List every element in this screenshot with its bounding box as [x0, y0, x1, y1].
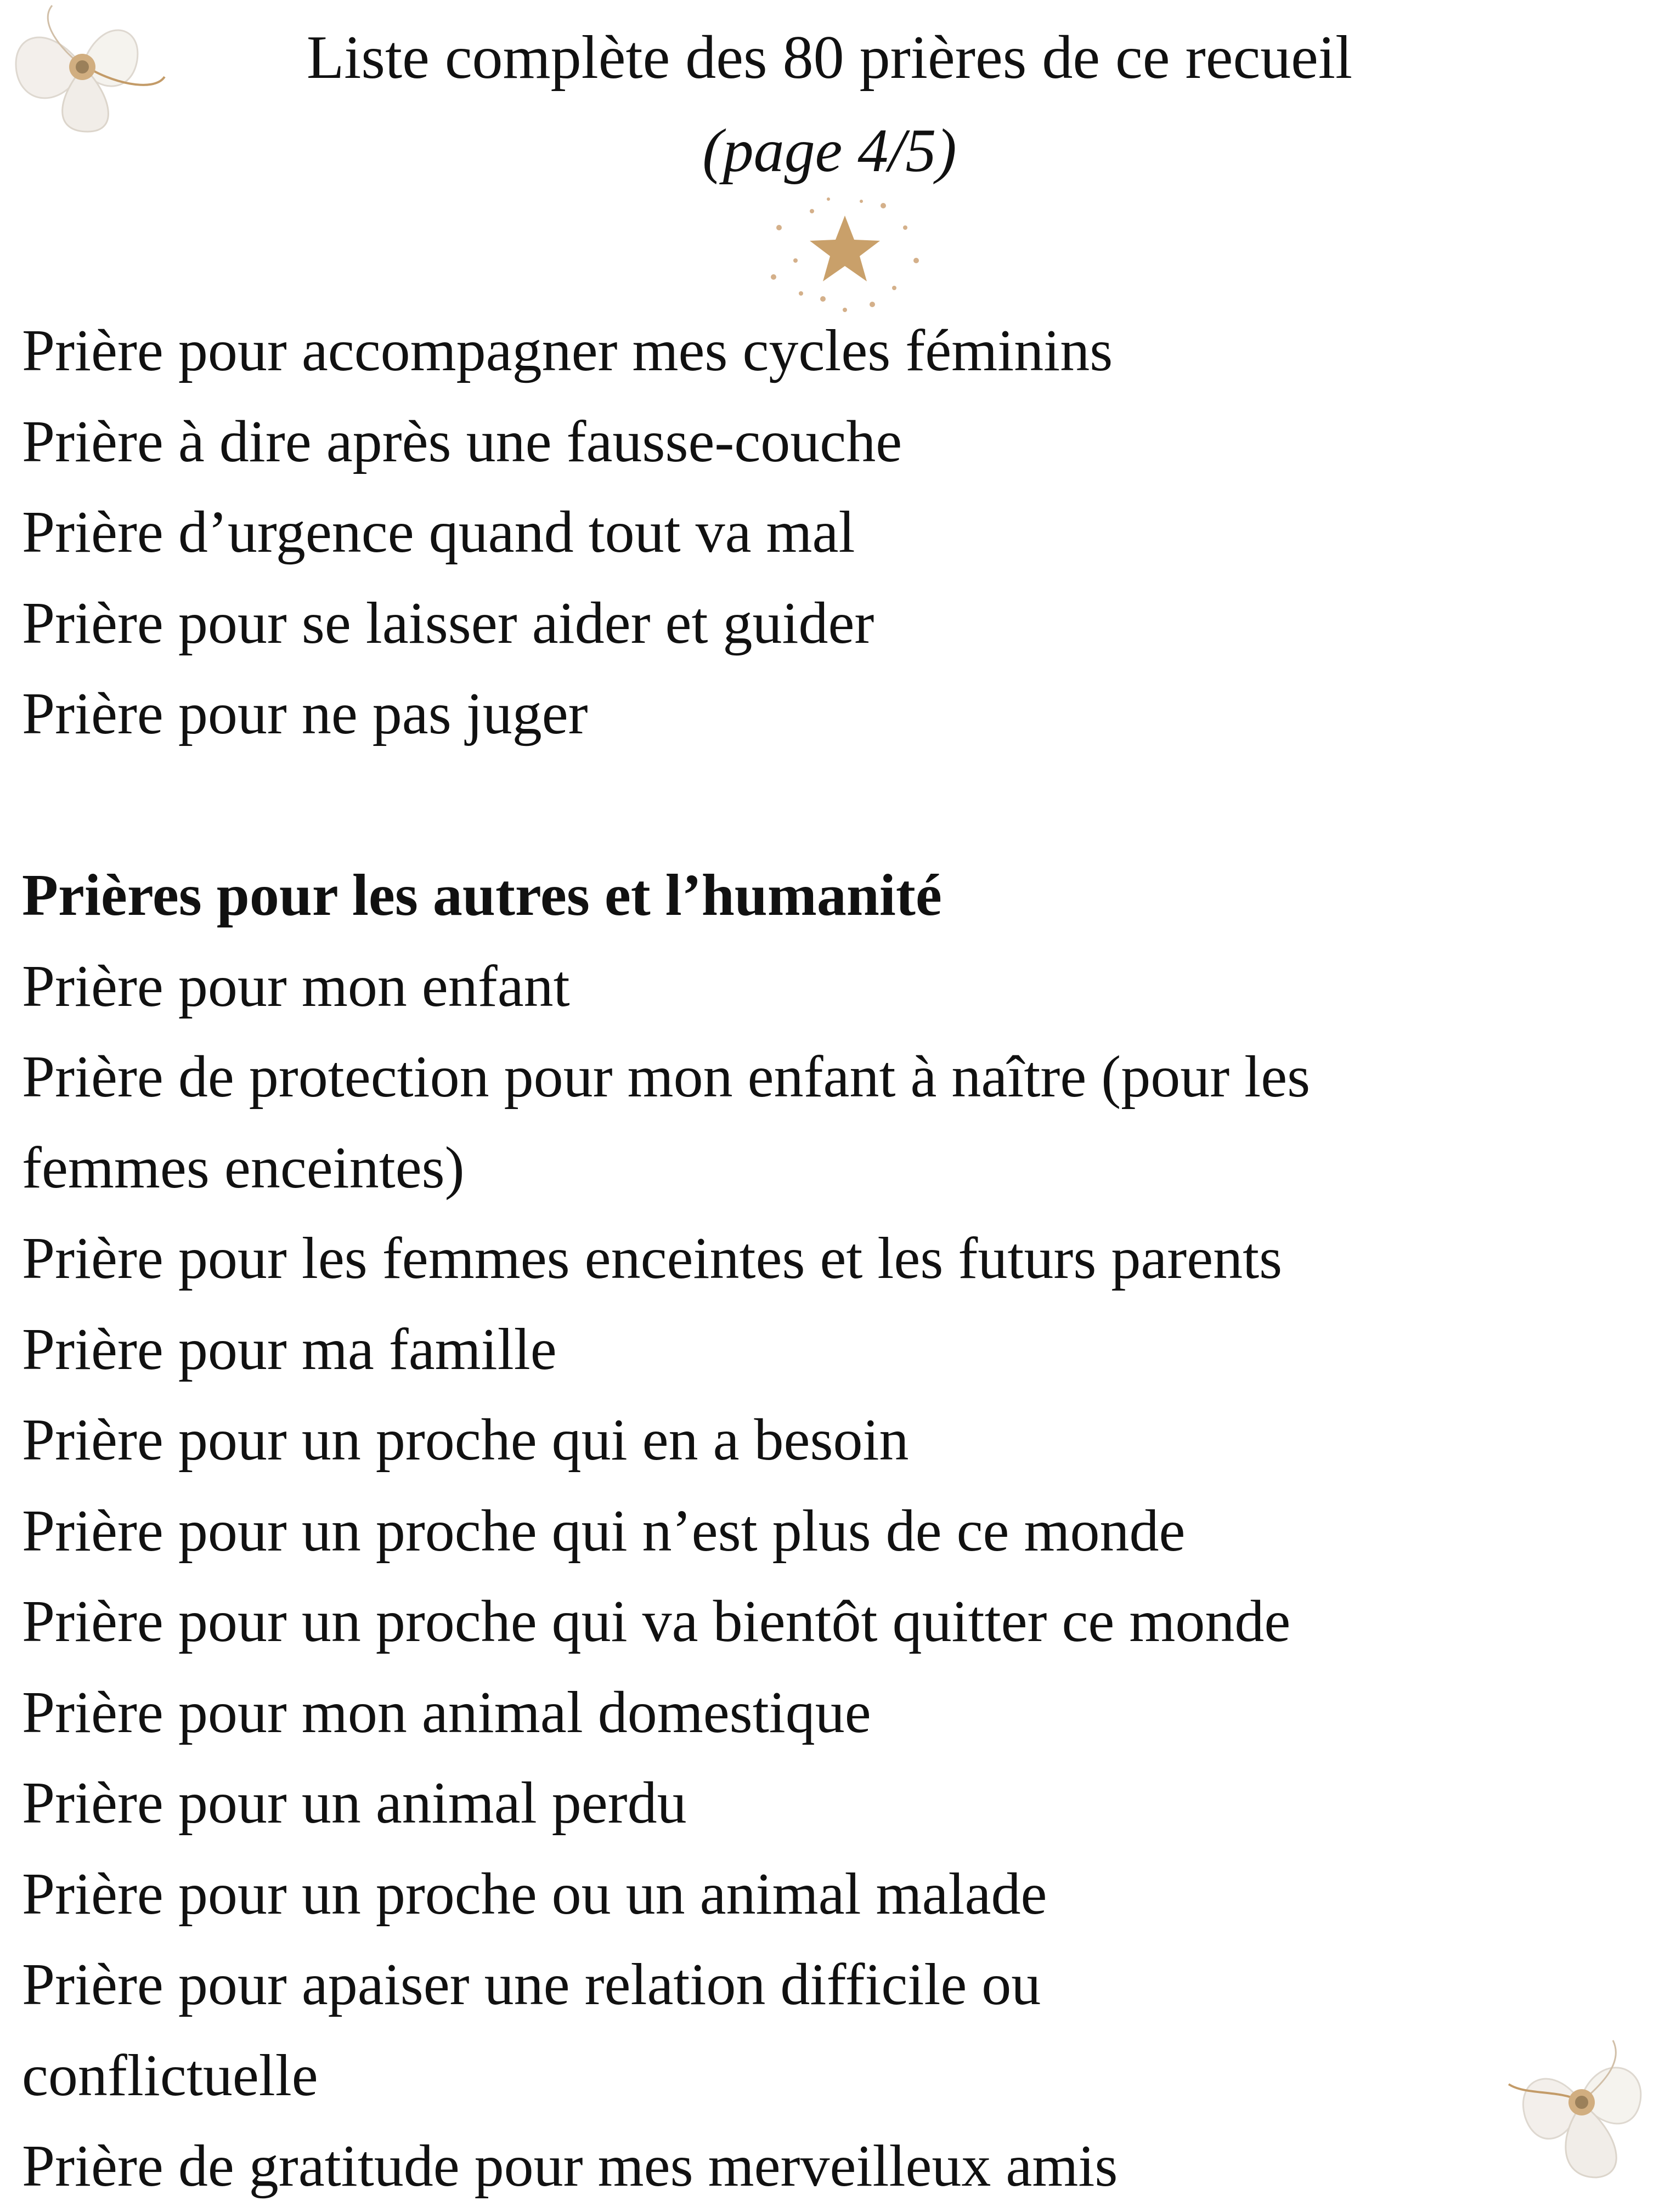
section-heading: Prières pour les autres et l’humanité [22, 863, 942, 928]
list-item: Prière pour ne pas juger [22, 681, 588, 746]
list-item: Prière de gratitude pour mes merveilleux amis [22, 2134, 1118, 2199]
page-title: Liste complète des 80 prières de ce recueil [306, 24, 1353, 92]
list-item: Prière pour un animal perdu [22, 1770, 687, 1836]
gold-star-icon [757, 195, 933, 321]
section-spacer [22, 760, 1646, 851]
list-item: Prière pour ma famille [22, 1316, 557, 1382]
list-item: Prière pour accompagner mes cycles féminins [22, 318, 1113, 383]
prayer-list [22, 306, 1646, 2212]
list-item: Prière pour mon animal domestique [22, 1679, 871, 1745]
list-item: Prière pour se laisser aider et guider [22, 590, 874, 656]
page-header [0, 11, 1659, 197]
list-item: Prière pour apaiser une relation difficile ou [22, 1952, 1041, 2017]
list-item: Prière pour un proche qui en a besoin [22, 1407, 909, 1473]
list-item: Prière de protection pour mon enfant à naître (pour les [22, 1044, 1311, 1110]
list-item: Prière pour mon enfant [22, 953, 570, 1019]
list-item: conflictuelle [22, 2043, 318, 2108]
list-item: Prière à dire après une fausse-couche [22, 409, 902, 474]
list-item: Prière pour un proche ou un animal malade [22, 1861, 1047, 1927]
dried-flower-icon [1503, 2029, 1659, 2188]
list-item: Prière pour un proche qui n’est plus de ce monde [22, 1498, 1186, 1564]
list-item: Prière pour un proche qui va bientôt quitter ce monde [22, 1589, 1291, 1654]
page-number-subtitle: (page 4/5) [702, 117, 957, 185]
list-item: femmes enceintes) [22, 1135, 465, 1201]
list-item: Prière pour les femmes enceintes et les futurs parents [22, 1226, 1283, 1291]
list-item: Prière d’urgence quand tout va mal [22, 500, 855, 565]
